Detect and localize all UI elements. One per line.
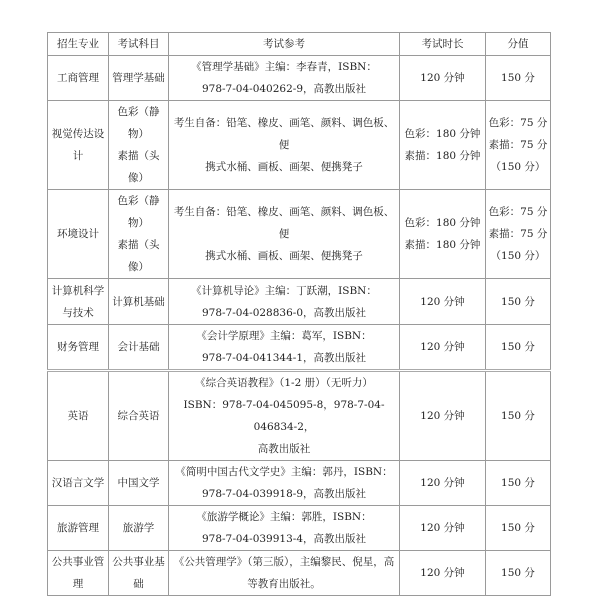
cell-score: 色彩：75 分 素描：75 分 （150 分）: [486, 101, 551, 190]
cell-major: 财务管理: [48, 325, 109, 371]
cell-reference: 《管理学基础》主编：李春青，ISBN： 978-7-04-040262-9，高教出版社: [169, 56, 400, 101]
cell-score: 150 分: [486, 371, 551, 461]
cell-major: 视觉传达设 计: [48, 101, 109, 190]
cell-score: 150 分: [486, 325, 551, 371]
cell-reference: 《会计学原理》主编：葛军，ISBN： 978-7-04-041344-1，高教出版社: [169, 325, 400, 371]
cell-score: 150 分: [486, 461, 551, 506]
cell-duration: 色彩：180 分钟 素描：180 分钟: [400, 101, 486, 190]
table-header-row: [48, 33, 551, 56]
cell-subject: 色彩（静物） 素描（头像）: [109, 101, 169, 190]
cell-major: 工商管理: [48, 56, 109, 101]
table-row: [48, 190, 551, 279]
cell-major: 汉语言文学: [48, 461, 109, 506]
cell-score: 150 分: [486, 279, 551, 325]
header-subject: 考试科目: [109, 33, 169, 56]
table-row: [48, 56, 551, 101]
cell-subject: 色彩（静物） 素描（头像）: [109, 190, 169, 279]
cell-major: 公共事业管 理: [48, 551, 109, 596]
cell-duration: 色彩：180 分钟 素描：180 分钟: [400, 190, 486, 279]
table-row: [48, 461, 551, 506]
cell-subject: 公共事业基 础: [109, 551, 169, 596]
table-row: [48, 101, 551, 190]
cell-reference: 《旅游学概论》主编：郭胜，ISBN： 978-7-04-039913-4，高教出版社: [169, 506, 400, 551]
cell-duration: 120 分钟: [400, 325, 486, 371]
table-row: [48, 325, 551, 371]
table-row: [48, 551, 551, 596]
cell-reference: 考生自备：铅笔、橡皮、画笔、颜料、调色板、便 携式水桶、画板、画架、便携凳子: [169, 101, 400, 190]
cell-score: 150 分: [486, 551, 551, 596]
cell-subject: 管理学基础: [109, 56, 169, 101]
cell-subject: 综合英语: [109, 371, 169, 461]
cell-major: 旅游管理: [48, 506, 109, 551]
table-row: [48, 279, 551, 325]
cell-score: 150 分: [486, 506, 551, 551]
cell-reference: 《计算机导论》主编：丁跃潮，ISBN： 978-7-04-028836-0，高教出版社: [169, 279, 400, 325]
cell-duration: 120 分钟: [400, 551, 486, 596]
cell-duration: 120 分钟: [400, 371, 486, 461]
header-score: 分值: [486, 33, 551, 56]
cell-subject: 旅游学: [109, 506, 169, 551]
cell-major: 英语: [48, 371, 109, 461]
table-row: [48, 506, 551, 551]
exam-info-table: [47, 32, 551, 596]
cell-major: 环境设计: [48, 190, 109, 279]
table-row: [48, 371, 551, 461]
cell-subject: 会计基础: [109, 325, 169, 371]
header-duration: 考试时长: [400, 33, 486, 56]
cell-reference: 《公共管理学》（第三版），主编黎民、倪星，高 等教育出版社。: [169, 551, 400, 596]
cell-duration: 120 分钟: [400, 506, 486, 551]
cell-reference: 《简明中国古代文学史》主编：郭丹，ISBN： 978-7-04-039918-9，高教出版社: [169, 461, 400, 506]
cell-score: 色彩：75 分 素描：75 分 （150 分）: [486, 190, 551, 279]
cell-subject: 计算机基础: [109, 279, 169, 325]
header-major: 招生专业: [48, 33, 109, 56]
cell-major: 计算机科学 与技术: [48, 279, 109, 325]
cell-subject: 中国文学: [109, 461, 169, 506]
cell-duration: 120 分钟: [400, 461, 486, 506]
header-reference: 考试参考: [169, 33, 400, 56]
cell-duration: 120 分钟: [400, 279, 486, 325]
cell-reference: 考生自备：铅笔、橡皮、画笔、颜料、调色板、便 携式水桶、画板、画架、便携凳子: [169, 190, 400, 279]
cell-score: 150 分: [486, 56, 551, 101]
cell-reference: 《综合英语教程》（1-2 册）（无听力） ISBN：978-7-04-045095-8，978-7-04-046834-2， 高教出版社: [169, 371, 400, 461]
cell-duration: 120 分钟: [400, 56, 486, 101]
